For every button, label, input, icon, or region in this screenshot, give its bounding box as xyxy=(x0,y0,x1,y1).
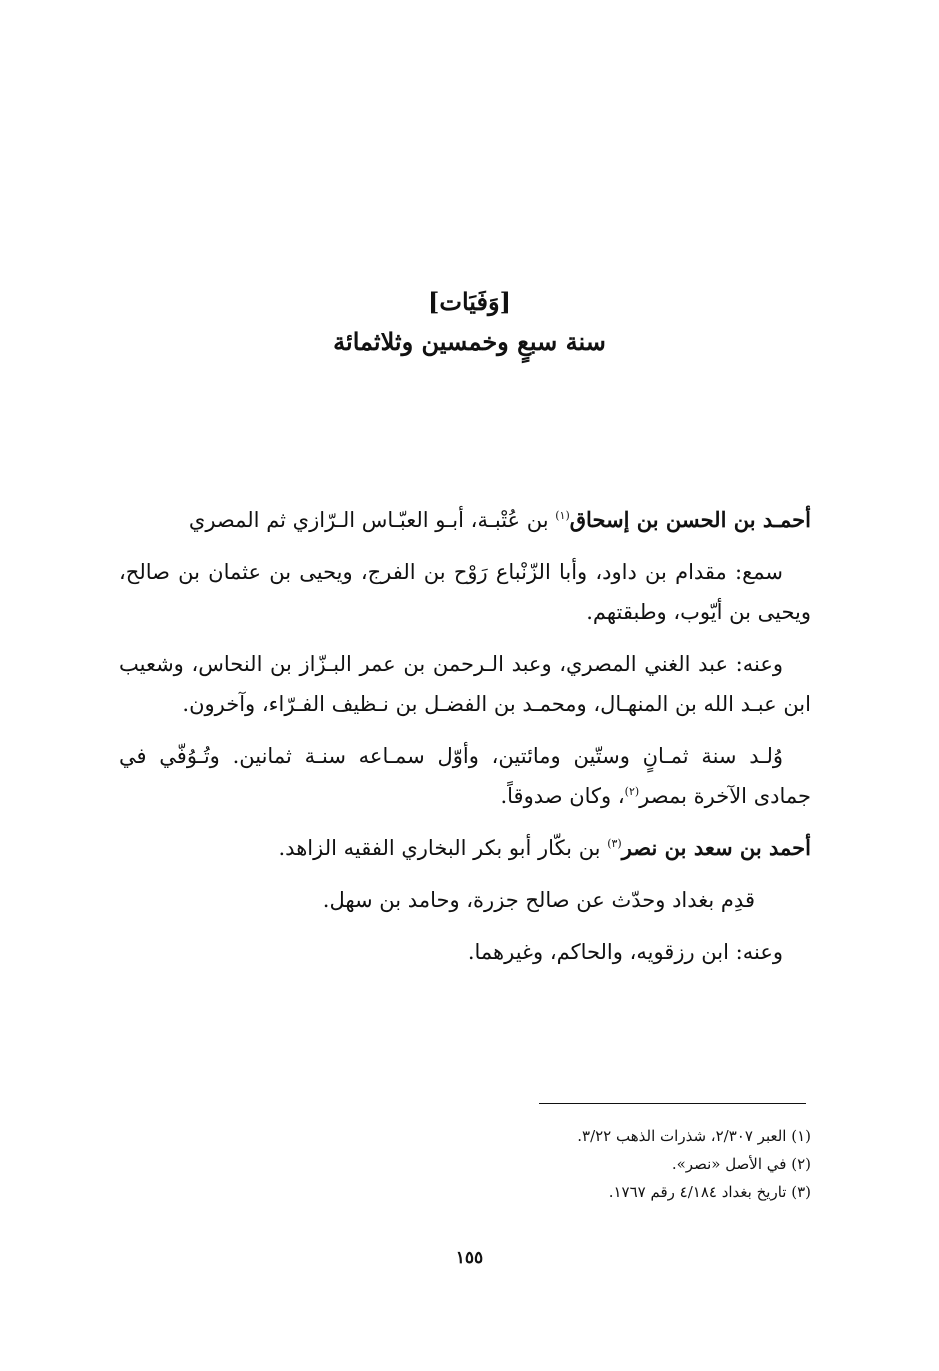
section-heading xyxy=(0,282,939,362)
entry-description: بن بكّار أبو بكر البخاري الفقيه الزاهد. xyxy=(278,836,608,860)
paragraph-narrated-by-2: وعنه: ابن رزقويه، والحاكم، وغيرهما. xyxy=(467,940,783,964)
birth-death-text-end: ، وكان صدوقاً. xyxy=(500,784,625,808)
footnote-marker[interactable]: (١) xyxy=(555,509,570,522)
heading-title: [وَفَيَات] xyxy=(428,287,511,316)
birth-death-text: وُلـد سنة ثمـانٍ وستّين ومائتين، وأوّل سمـاعه سنـة ثمانين. وتُـوُفّي في جمادى الآخرة بمصر xyxy=(119,744,811,808)
paragraph-birth-death xyxy=(119,736,811,816)
footnote-1: (١) العبر ٢/٣٠٧، شذرات الذهب ٣/٢٢. xyxy=(577,1127,811,1145)
paragraph-heard-from: سمع: مقدام بن داود، وأبا الزّنْباع رَوْح بن الفرج، ويحيى بن عثمان بن صالح، ويحيى بن أيّوب، وطبقتهم. xyxy=(119,560,811,624)
footnote-marker[interactable]: (٣) xyxy=(607,837,622,850)
entry-ahmad-ibn-al-hasan xyxy=(119,500,811,540)
entry-name: أحمد بن سعد بن نصر xyxy=(621,835,811,860)
entry-ahmad-ibn-saad xyxy=(119,828,811,868)
footnote-3: (٣) تاريخ بغداد ٤/١٨٤ رقم ١٧٦٧. xyxy=(608,1183,811,1201)
page-number: ١٥٥ xyxy=(455,1248,484,1268)
footnote-2: (٢) في الأصل «نصر». xyxy=(671,1155,811,1173)
footnote-marker[interactable]: (٢) xyxy=(624,785,640,798)
footnote-divider xyxy=(539,1103,806,1104)
entry-description: بن عُتْبـة، أبـو العبّـاس الـرّازي ثم المصري xyxy=(188,508,556,532)
main-text xyxy=(119,500,811,984)
paragraph-came-to-baghdad: قدِم بغداد وحدّث عن صالح جزرة، وحامد بن سهل. xyxy=(322,888,755,912)
paragraph-narrated-by: وعنه: عبد الغني المصري، وعبد الـرحمن بن عمر البـزّاز بن النحاس، وشعيب ابن عبـد الله بن المنهـال، ومحمـد بن الفضـل بن نـظيف الفـرّاء، وآخرون. xyxy=(119,652,811,716)
entry-name: أحمـد بن الحسن بن إسحاق xyxy=(569,507,811,532)
heading-year: سنة سبعٍ وخمسين وثلاثمائة xyxy=(333,327,606,356)
footnotes xyxy=(311,1122,811,1206)
